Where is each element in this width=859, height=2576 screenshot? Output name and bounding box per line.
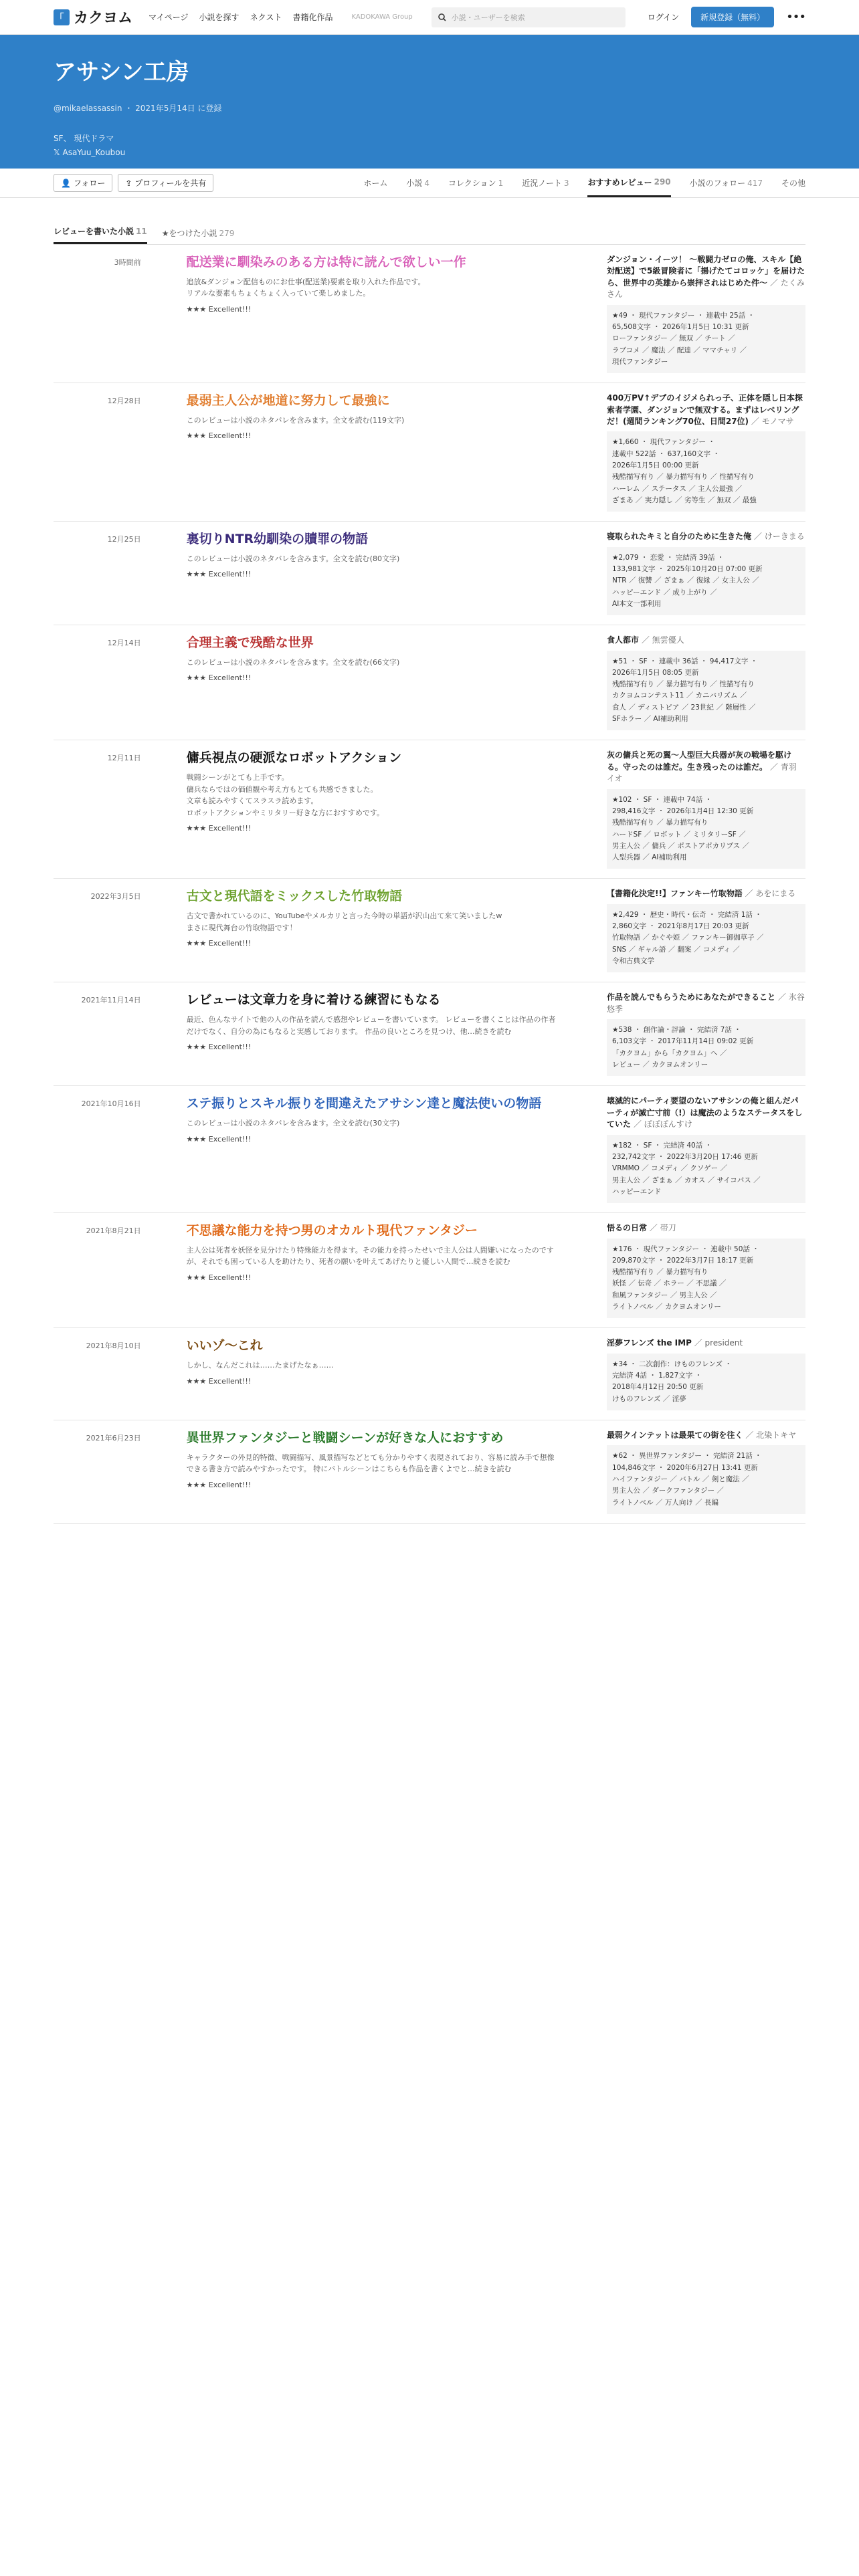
review-date: 2021年11月14日 (81, 996, 141, 1005)
review-title[interactable]: レビューは文章力を身に着ける練習にもなる (186, 992, 441, 1008)
work-title[interactable]: 悟るの日常 (607, 1223, 648, 1233)
review-row (54, 982, 805, 1086)
review-content (187, 750, 557, 869)
review-title[interactable]: 異世界ファンタジーと戦闘シーンが好きな人におすすめ (186, 1430, 504, 1446)
review-body: 戦闘シーンがとても上手です。 傭兵ならではの価値観や考え方もとても共感できました。 文章も読みやすくてスラスラ読めます。 ロボットアクションやミリタリー好きな方におすすめです。 (186, 773, 385, 817)
reviewed-work (607, 1222, 805, 1318)
reviewed-work (607, 1337, 805, 1410)
review-subtabs (54, 198, 805, 245)
reviewed-work (607, 1095, 805, 1203)
kadokawa-label: KADOKAWA Group (351, 13, 413, 21)
review-body: このレビューは小説のネタバレを含みます。全文を読む(66文字) (186, 657, 400, 667)
tab-collections[interactable]: コレクション 1 (448, 178, 504, 188)
work-author[interactable]: たくみさん (607, 278, 805, 300)
tab-notes[interactable]: 近況ノート 3 (522, 178, 569, 188)
nav-mypage[interactable]: マイページ (149, 13, 189, 22)
profile-banner (0, 35, 859, 169)
review-date: 12月25日 (107, 535, 141, 544)
tab-other[interactable]: その他 (781, 179, 805, 188)
review-row (54, 740, 805, 879)
review-body: 古文で書かれているのに、YouTubeやメルカリと言った今時の単語が沢山出て来て笑いましたw まさに現代舞台の竹取物語です！ (186, 911, 502, 932)
nav-find-novels[interactable]: 小説を探す (199, 13, 240, 22)
follow-button[interactable]: 👤 フォロー (54, 174, 112, 192)
review-body: このレビューは小説のネタバレを含みます。全文を読む(80文字) (186, 554, 400, 563)
site-logo[interactable] (54, 7, 132, 27)
work-info: ★2,429 ・ 歴史・時代・伝奇 ・ 完結済 1話 ・ 2,860文字 ・ 2021年8月17日 20:03 更新 竹取物語 ／ かぐや姫 ／ ファンキー御伽草子 ／ SNS ／ ギャル語 ／ 翻案 ／ コメディ ／ 令和古典文学 (607, 904, 805, 973)
profile-registered: 2021年5月14日 に登録 (135, 104, 222, 113)
review-body: キャラクターの外見的特徴、戦闘描写、風景描写などとても分かりやすく表現されており、容易に読み手で想像できる書き方で読みやすかったです。 特にバトルシーンはこちらも作品を書くよでと…続きを読む (186, 1453, 555, 1474)
review-title[interactable]: 傭兵視点の硬派なロボットアクション (186, 750, 402, 766)
work-author[interactable]: 無雲優人 (652, 635, 684, 645)
work-title[interactable]: 最弱クインテットは最果ての街を往く (607, 1430, 743, 1440)
work-title-line: 【書籍化決定!!】ファンキー竹取物語 ／ あをにまる (607, 889, 796, 899)
reviewed-work (607, 635, 805, 730)
work-info: ★2,079 ・ 恋愛 ・ 完結済 39話 ・ 133,981文字 ・ 2025年10月20日 07:00 更新 NTR ／ 復讐 ／ ざまぁ ／ 復縁 ／ 女主人公 ／ ハッピーエンド ／ 成り上がり ／ AI本文一部利用 (607, 547, 805, 616)
subtab-starred[interactable]: ★をつけた小説 279 (161, 229, 235, 238)
work-info: ★102 ・ SF ・ 連載中 74話 ・ 298,416文字 ・ 2026年1月4日 12:30 更新 残酷描写有り ／ 暴力描写有り ハードSF ／ ロボット ／ ミリタリーSF ／ 男主人公 ／ 傭兵 ／ ポストアポカリプス ／ 人型兵器 ／ AI補助利用 (607, 789, 805, 869)
review-body: 最近、色んなサイトで他の人の作品を読んで感想やレビューを書いています。 レビューを書くことは作品の作者だけでなく、自分の為にもなると実感しております。 作品の良いところを見つけ、他…続きを読む (186, 1015, 556, 1036)
review-body: 主人公は死者を妖怪を見分けたり特殊能力を得ます。その能力を持ったせいで主人公は人間嫌いになったのですが、それでも困っている人を助けたり、死者の願いを叶えてあげたりと優しい人間で…続きを読む (186, 1245, 554, 1267)
review-stars: ★★★ Excellent!!! (186, 1376, 252, 1386)
profile-tabs (363, 169, 805, 197)
nav-books[interactable]: 書籍化作品 (292, 13, 333, 22)
review-content (187, 1337, 557, 1410)
review-date: 2021年6月23日 (86, 1434, 141, 1443)
work-author[interactable]: けーきまる (764, 532, 805, 542)
work-title-line: 淫夢フレンズ the IMP ／ president (607, 1338, 743, 1348)
login-link[interactable]: ログイン (647, 13, 680, 22)
review-content (187, 393, 557, 512)
review-content (187, 254, 557, 373)
profile-name: アサシン工房 (54, 59, 189, 86)
search-input[interactable] (432, 7, 626, 27)
review-date: 12月14日 (107, 639, 141, 648)
logo-text: カクヨム (74, 10, 133, 27)
nav-next[interactable]: ネクスト (250, 13, 282, 22)
work-title-line: 食人都市 ／ 無雲優人 (607, 635, 684, 645)
review-stars: ★★★ Excellent!!! (186, 824, 252, 833)
review-date: 2021年8月21日 (86, 1226, 141, 1236)
review-title[interactable]: 不思議な能力を持つ男のオカルト現代ファンタジー (186, 1223, 478, 1239)
tab-home[interactable]: ホーム (363, 179, 388, 188)
work-title[interactable]: 灰の傭兵と死の翼〜人型巨大兵器が灰の戦場を駆ける。守ったのは誰だ。生き残ったのは誰だ。 (607, 750, 792, 772)
work-title-line: 作品を読んでもらうためにあなたができること ／ 氷谷 悠季 (607, 992, 805, 1014)
review-row (54, 1328, 805, 1420)
work-title[interactable]: 壊滅的にパーティ要望のないアサシンの俺と組んだパーティが滅亡寸前（!）は魔法のようなステータスをしていた (607, 1096, 803, 1130)
review-body: 追放&ダンジョン配信ものにお仕事(配送業)要素を取り入れた作品です。 リアルな要素もちょくちょく入っていて楽しめました。 (186, 277, 425, 298)
signup-button[interactable]: 新規登録（無料） (691, 7, 774, 27)
work-title[interactable]: 400万PV↑デブのイジメられっ子、正体を隠し日本探索者学園、ダンジョンで無双する。まずはレベリングだ！(週間ランキング70位、日間27位) (607, 393, 803, 426)
review-row (54, 245, 805, 383)
review-title[interactable]: いいゾ〜これ (186, 1338, 263, 1354)
review-content (187, 992, 557, 1076)
tab-novels[interactable]: 小説 4 (406, 178, 430, 188)
review-date: 2022年3月5日 (90, 892, 141, 901)
logo-icon: ｢ (54, 9, 70, 25)
work-title-line: 寝取られたキミと自分のために生きた俺 ／ けーきまる (607, 532, 805, 542)
search-icon (438, 13, 446, 21)
work-author[interactable]: 北染トキヤ (756, 1430, 797, 1440)
review-title[interactable]: 最弱主人公が地道に努力して最強に (186, 393, 390, 409)
review-content (187, 635, 557, 730)
review-stars: ★★★ Excellent!!! (186, 304, 252, 314)
review-body: このレビューは小説のネタバレを含みます。全文を読む(119文字) (186, 415, 405, 425)
share-icon: ⇪ (125, 178, 132, 188)
work-info: ★34 ・ 二次創作：けものフレンズ ・ 完結済 4話 ・ 1,827文字 ・ 2018年4月12日 20:50 更新 けものフレンズ ／ 淫夢 (607, 1354, 805, 1410)
work-author[interactable]: president (704, 1338, 743, 1348)
review-title[interactable]: 裏切りNTR幼馴染の贖罪の物語 (186, 532, 369, 547)
work-title-line: 灰の傭兵と死の翼〜人型巨大兵器が灰の戦場を駆ける。守ったのは誰だ。生き残ったのは誰だ。 ／ 青羽 イオ (607, 750, 797, 784)
review-body: このレビューは小説のネタバレを含みます。全文を読む(30文字) (186, 1119, 400, 1128)
review-row (54, 625, 805, 740)
review-stars: ★★★ Excellent!!! (186, 1043, 252, 1052)
main-nav (149, 11, 332, 23)
review-row (54, 1420, 805, 1524)
review-title[interactable]: 合理主義で残酷な世界 (186, 635, 314, 651)
work-author[interactable]: 帯刀 (660, 1223, 676, 1233)
work-info: ★1,660 ・ 現代ファンタジー ・ 連載中 522話 ・ 637,160文字 ・ 2026年1月5日 00:00 更新 残酷描写有り ／ 暴力描写有り ／ 性描写有り ハーレム ／ ステータス ／ 主人公最強 ／ ざまあ ／ 実力隠し ／ 劣等生 ／ 無双 ／ 最強 (607, 431, 805, 512)
work-author[interactable]: あをにまる (755, 889, 796, 899)
reviewed-work (607, 531, 805, 615)
review-row (54, 522, 805, 625)
work-title-line: 400万PV↑デブのイジメられっ子、正体を隠し日本探索者学園、ダンジョンで無双する。まずはレベリングだ！(週間ランキング70位、日間27位) ／ モノマサ (607, 393, 803, 426)
share-profile-button[interactable]: ⇪ プロフィールを共有 (118, 174, 213, 192)
work-info: ★49 ・ 現代ファンタジー ・ 連載中 25話 ・ 65,508文字 ・ 2026年1月5日 10:31 更新 ローファンタジー ／ 無双 ／ チート ／ ラブコメ ／ 魔法 ／ 配達 ／ ママチャリ ／ 現代ファンタジー (607, 305, 805, 374)
x-account-link[interactable]: 𝕏 AsaYuu_Koubou (54, 148, 126, 157)
work-title-line: 悟るの日常 ／ 帯刀 (607, 1223, 676, 1233)
work-author[interactable]: モノマサ (761, 416, 794, 426)
review-row (54, 879, 805, 982)
review-content (187, 531, 557, 615)
review-title[interactable]: ステ振りとスキル振りを間違えたアサシン達と魔法使いの物語 (186, 1096, 542, 1111)
subtab-written-reviews[interactable]: レビューを書いた小説 11 (54, 225, 147, 244)
review-stars: ★★★ Excellent!!! (186, 1480, 252, 1489)
review-stars: ★★★ Excellent!!! (186, 570, 252, 579)
review-list (54, 245, 805, 1524)
work-author[interactable]: 青羽 イオ (607, 762, 797, 784)
work-title[interactable]: ダンジョン・イーツ！ ～戦闘力ゼロの俺、スキル【絶対配送】で5級冒険者に「揚げたてコロッケ」を届けたら、世界中の英雄から崇拝されはじめた件～ (607, 255, 805, 288)
work-title[interactable]: 寝取られたキミと自分のために生きた俺 (607, 532, 752, 542)
profile-genres: SF、 現代ドラマ (54, 134, 114, 143)
tab-reviews[interactable]: おすすめレビュー 290 (587, 169, 670, 197)
review-date: 3時間前 (114, 258, 141, 267)
work-title[interactable]: 作品を読んでもらうためにあなたができること (607, 992, 776, 1002)
profile-meta: @mikaelassassin ・ 2021年5月14日 に登録 (54, 104, 222, 113)
work-title-line: 最弱クインテットは最果ての街を往く ／ 北染トキヤ (607, 1430, 797, 1440)
review-body: しかし、なんだこれは……たまげたなぁ…… (186, 1361, 334, 1370)
work-info: ★182 ・ SF ・ 完結済 40話 ・ 232,742文字 ・ 2022年3月20日 17:46 更新 VRMMO ／ コメディ ／ クソゲー ／ 男主人公 ／ ざまぁ ／ カオス ／ サイコパス ／ ハッピーエンド (607, 1135, 805, 1204)
work-author[interactable]: ぽぽぽんすけ (644, 1119, 692, 1130)
work-author[interactable]: 氷谷 悠季 (607, 992, 805, 1014)
person-add-icon: 👤 (61, 178, 71, 188)
review-stars: ★★★ Excellent!!! (186, 1273, 252, 1283)
review-date: 12月28日 (107, 397, 141, 406)
top-header (0, 0, 859, 35)
work-title-line: 壊滅的にパーティ要望のないアサシンの俺と組んだパーティが滅亡寸前（!）は魔法のようなステータスをしていた ／ ぽぽぽんすけ (607, 1096, 803, 1130)
reviewed-work (607, 992, 805, 1076)
search-placeholder: 小説・ユーザーを検索 (451, 13, 525, 22)
more-menu-icon[interactable]: ••• (786, 10, 805, 24)
reviewed-work (607, 888, 805, 972)
reviewed-work (607, 1430, 805, 1514)
review-stars: ★★★ Excellent!!! (186, 1134, 252, 1144)
work-info: ★62 ・ 異世界ファンタジー ・ 完結済 21話 ・ 104,846文字 ・ 2020年6月27日 13:41 更新 ハイファンタジー ／ バトル ／ 剣と魔法 ／ 男主人公 ／ ダークファンタジー ／ ライトノベル ／ 万人向け ／ 長編 (607, 1445, 805, 1514)
review-content (187, 1430, 557, 1514)
review-date: 12月11日 (107, 754, 141, 763)
work-title[interactable]: 【書籍化決定!!】ファンキー竹取物語 (607, 889, 743, 899)
review-date: 2021年10月16日 (81, 1099, 141, 1109)
review-stars: ★★★ Excellent!!! (186, 673, 252, 683)
review-row (54, 383, 805, 522)
profile-handle: @mikaelassassin (54, 104, 122, 113)
header-actions (648, 7, 805, 27)
review-content (187, 1095, 557, 1203)
review-row (54, 1086, 805, 1213)
review-stars: ★★★ Excellent!!! (186, 939, 252, 948)
work-info: ★51 ・ SF ・ 連載中 36話 ・ 94,417文字 ・ 2026年1月5日 08:05 更新 残酷描写有り ／ 暴力描写有り ／ 性描写有り カクヨムコンテスト11 ／ カニバリズム ／ 食人 ／ ディストピア ／ 23世紀 ／ 階層性 ／ SFホラー ／ AI補助利用 (607, 651, 805, 731)
work-title-line: ダンジョン・イーツ！ ～戦闘力ゼロの俺、スキル【絶対配送】で5級冒険者に「揚げたてコロッケ」を届けたら、世界中の英雄から崇拝されはじめた件～ ／ たくみさん (607, 255, 805, 300)
review-date: 2021年8月10日 (86, 1341, 141, 1351)
review-title[interactable]: 古文と現代語をミックスした竹取物語 (186, 889, 403, 904)
review-row (54, 1213, 805, 1328)
reviewed-work (607, 393, 805, 512)
reviewed-work (607, 254, 805, 373)
work-title[interactable]: 食人都市 (607, 635, 640, 645)
work-info: ★538 ・ 創作論・評論 ・ 完結済 7話 ・ 6,103文字 ・ 2017年11月14日 09:02 更新 「カクヨム」から「カクヨム」へ ／ レビュー ／ カクヨムオンリー (607, 1019, 805, 1076)
review-content (187, 888, 557, 972)
tab-following[interactable]: 小説のフォロー 417 (689, 178, 763, 188)
review-content (187, 1222, 557, 1318)
work-info: ★176 ・ 現代ファンタジー ・ 連載中 50話 ・ 209,870文字 ・ 2022年3月7日 18:17 更新 残酷描写有り ／ 暴力描写有り 妖怪 ／ 伝奇 ／ ホラー ／ 不思議 ／ 和風ファンタジー ／ 男主人公 ／ ライトノベル ／ カクヨムオンリー (607, 1239, 805, 1319)
reviewed-work (607, 750, 805, 869)
profile-tabs-bar (0, 169, 859, 198)
work-title[interactable]: 淫夢フレンズ the IMP (607, 1338, 692, 1348)
review-stars: ★★★ Excellent!!! (186, 431, 252, 441)
review-title[interactable]: 配送業に馴染みのある方は特に読んで欲しい一作 (186, 255, 466, 270)
